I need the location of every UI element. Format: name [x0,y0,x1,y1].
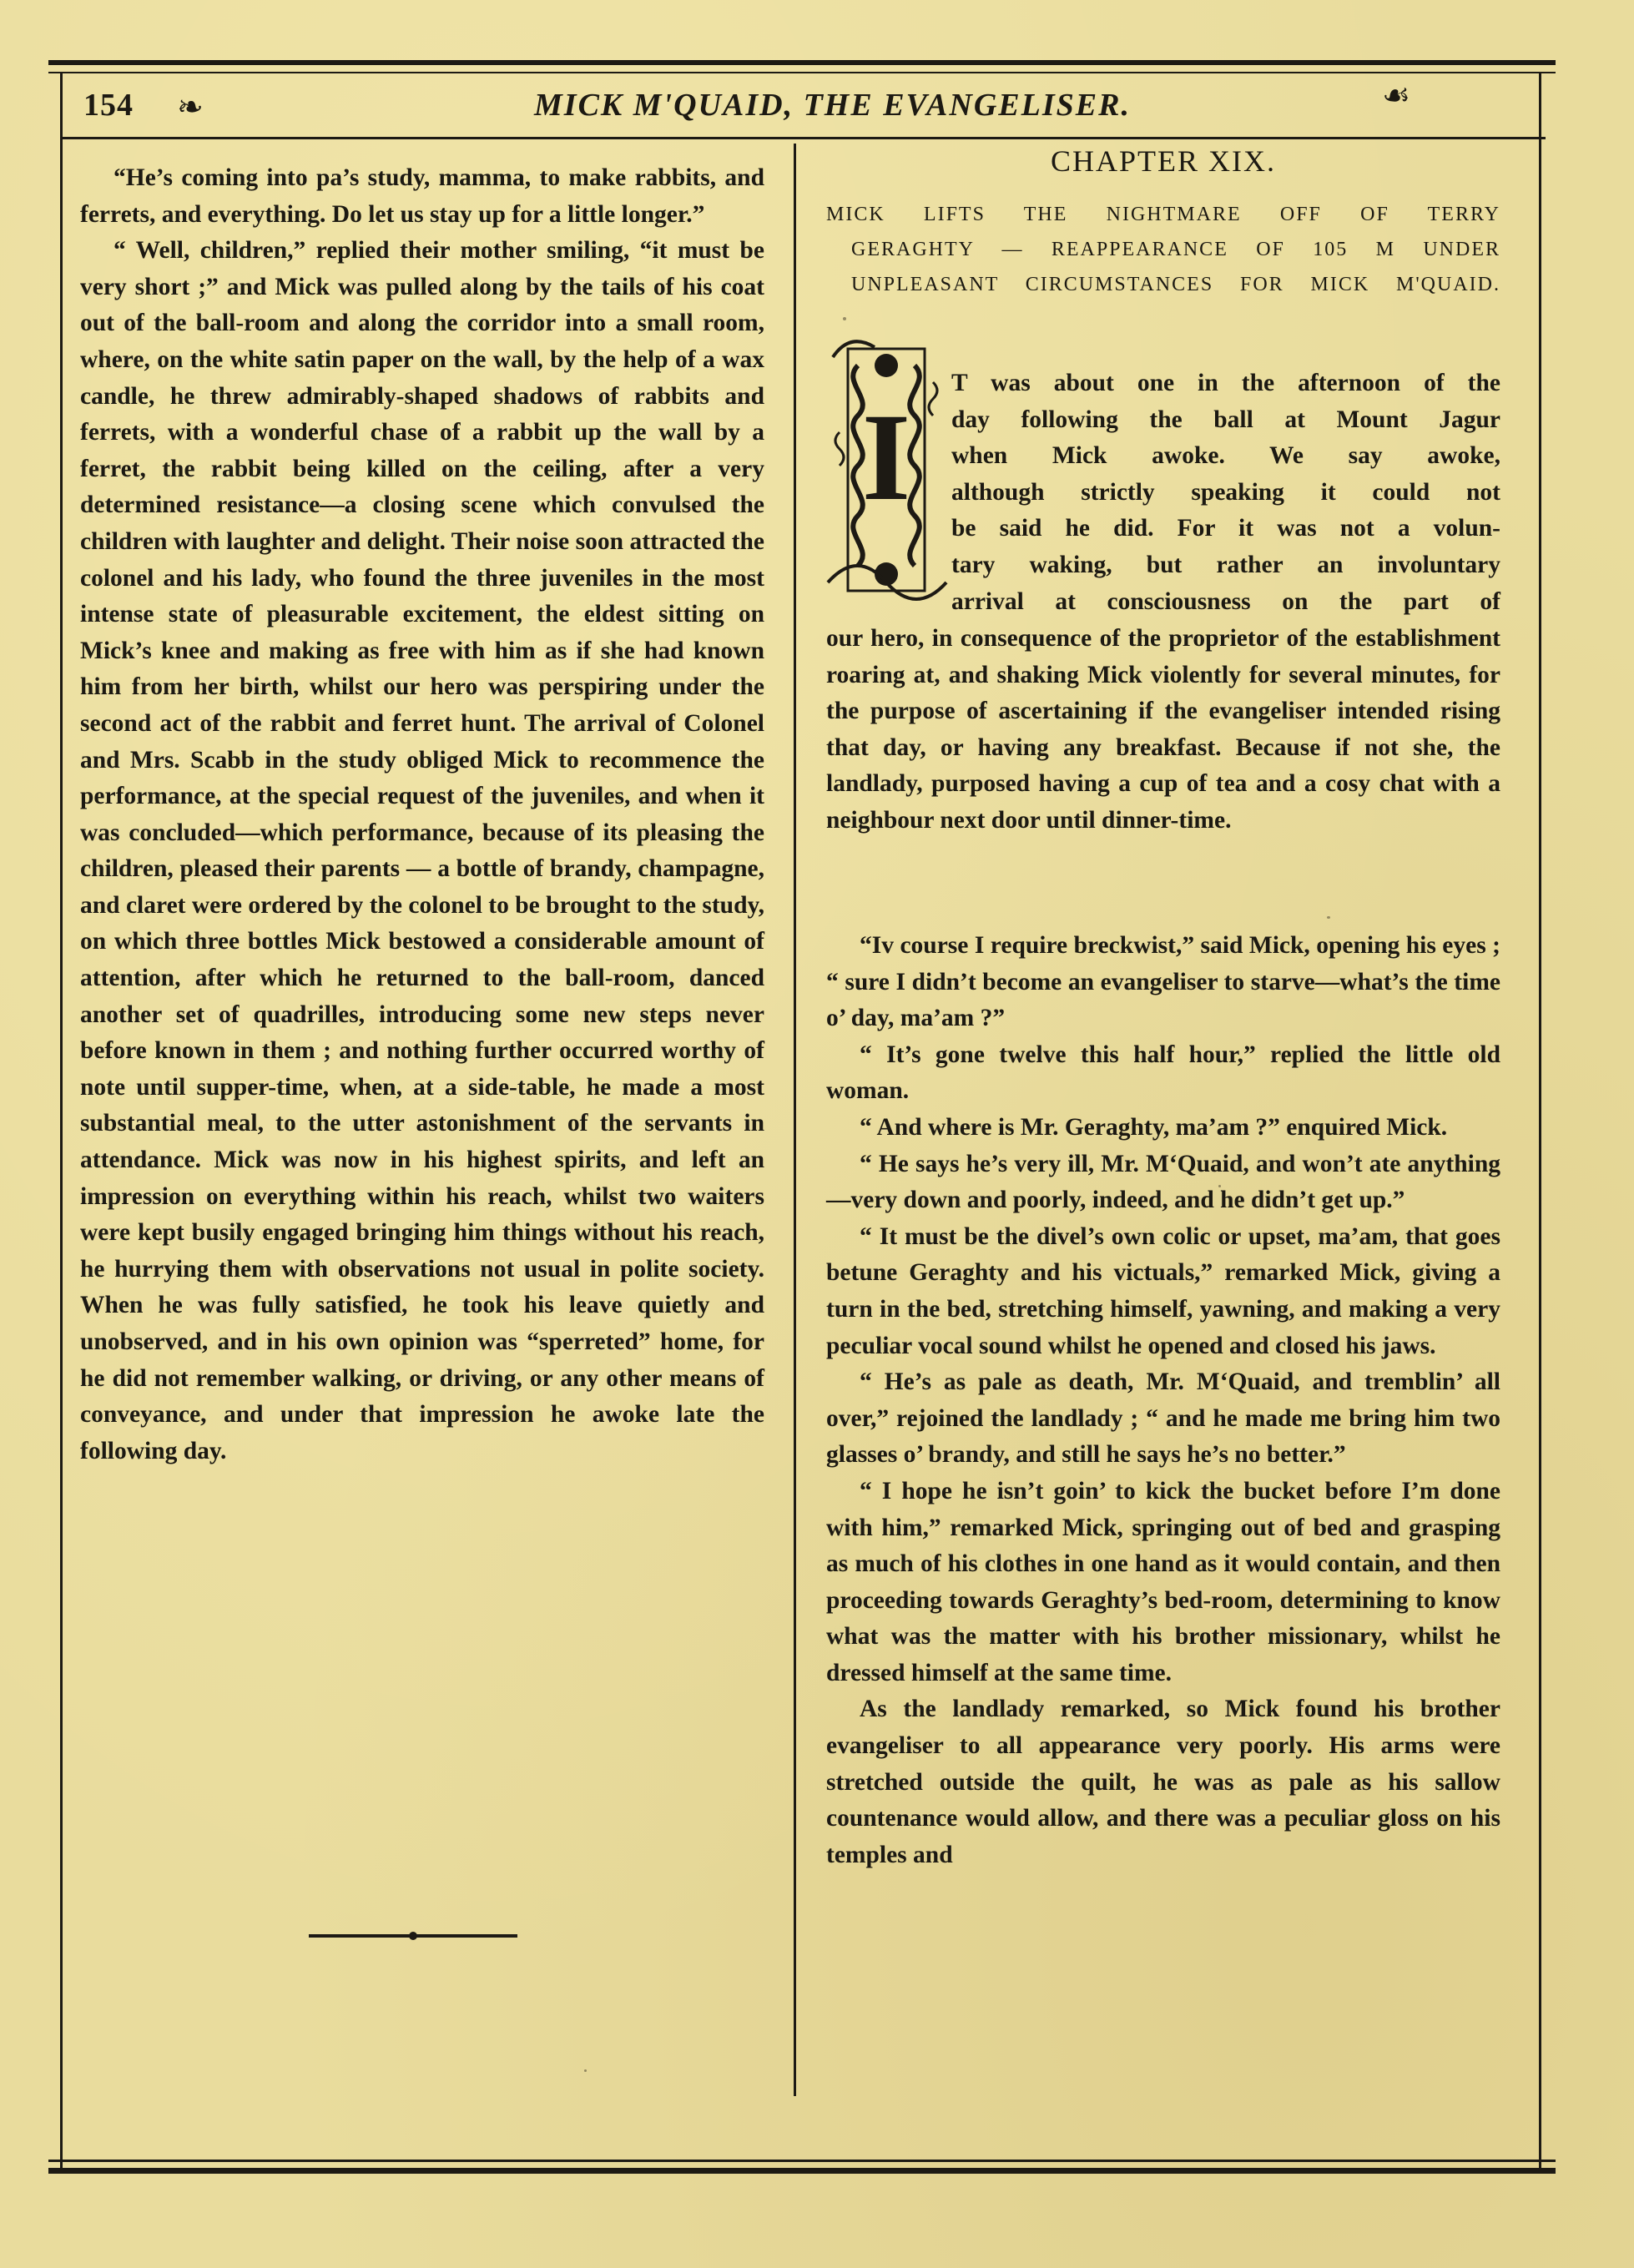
paragraph: “ It must be the divel’s own colic or upset, ma’am, that goes betune Geraghty and his victuals,” remarked Mick, giving a turn in the bed, stretching himself, yawning, and making a very peculiar vocal sound whilst he opened and closed his jaws. [826,1222,1500,1359]
header-rule [60,137,1546,139]
left-border [60,72,63,2168]
chapter-summary-line: MICK LIFTS THE NIGHTMARE OFF OF TERRY [826,204,1500,225]
paper-speck [843,317,846,320]
paragraph: “ He says he’s very ill, Mr. M‘Quaid, and won’t ate anything—very down and poorly, indeed, and he didn’t get up.” [826,1150,1500,1214]
paper-speck [1218,1185,1221,1187]
drop-cap-paragraph-continuation [826,621,1500,839]
paragraph: “ Well, children,” replied their mother smiling, “it must be very short ;” and Mick was pulled along by the tails of his coat out of the ball-room and along the corridor into a small room, where, on the white satin paper on the wall, by the help of a wax candle, he threw admirably-shaped shadows of rabbits and ferrets, with a wonderful chase of a rabbit up the wall by a ferret, the rabbit being killed on the ceiling, after a very determined resistance—a closing scene which convulsed the children with laughter and delight. Their noise soon attracted the colonel and his lady, who found the three juveniles in the most intense state of pleasurable excitement, the eldest sitting on Mick’s knee and making as free with him as if she had known him from her birth, whilst our hero was perspiring under the second act of the rabbit and ferret hunt. The arrival of Colonel and Mrs. Scabb in the study obliged Mick to recommence the performance, at the special request of the juveniles, and when it was concluded—which performance, because of its pleasing the children, pleased their parents — a bottle of brandy, champagne, and claret were ordered by the colonel to be brought to the study, on which three bottles Mick bestowed a considerable amount of attention, after which he returned to the ball-room, danced another set of quadrilles, introducing some new steps never before known in them ; and nothing further occurred worthy of note until supper-time, when, at a side-table, he made a most substantial meal, to the utter astonishment of the servants in attendance. Mick was now in his highest spirits, and left an impression on everything within his reach, whilst two waiters were kept busily engaged bringing him things without his reach, he hurrying them with observations not usual in polite society. When he was fully satisfied, he took his leave quietly and unobserved, and in his own opinion was “sperreted” home, for he did not remember walking, or driving, or any other means of conveyance, and under that impression he awoke late the following day. [80,237,764,1464]
chapter-summary [826,197,1500,302]
drop-cap-letter: I [861,388,911,527]
text-line: although strictly speaking it could not [951,478,1500,506]
paragraph: our hero, in consequence of the proprietor of the establishment roaring at, and shaking Mick violently for several minutes, for the purpose of ascertaining if the evangeliser intended rising that day, or having any breakfast. Because if not she, the landlady, purposed having a cup of tea and a cosy chat with a neighbour next door until dinner-time. [826,625,1500,834]
text-line: day following the ball at Mount Jagur [951,406,1500,433]
fleuron-icon: ❧ [177,88,204,125]
top-border-thick [48,60,1556,65]
drop-cap [825,332,948,607]
paragraph: “ I hope he isn’t goin’ to kick the bucket before I’m done with him,” remarked Mick, springing out of bed and grasping as much of his clothes in one hand as it would contain, and then proceeding towards Geraghty’s bed-room, determining to know what was the matter with his brother missionary, whilst he dressed himself at the same time. [826,1477,1500,1686]
fleuron-icon: ☙ [1382,77,1411,113]
bottom-border-thick [48,2168,1556,2174]
drop-cap-ornament-icon [825,332,948,607]
text-line: when Mick awoke. We say awoke, [951,442,1500,470]
section-end-rule [309,1934,517,1938]
right-column [826,928,1500,1873]
paragraph: “ It’s gone twelve this half hour,” replied the little old woman. [826,1041,1500,1105]
paragraph: As the landlady remarked, so Mick found his brother evangeliser to all appearance very poorly. His arms were stretched outside the quilt, he was as pale as his sallow countenance would allow, and there was a peculiar gloss on his temples and [826,1696,1500,1868]
paper-speck [584,2069,587,2072]
left-column [80,160,764,1469]
drop-cap-paragraph-lines [951,365,1500,620]
column-divider [794,144,796,2096]
paragraph: “He’s coming into pa’s study, mamma, to make rabbits, and ferrets, and everything. Do let us stay up for a little longer.” [80,164,764,228]
text-line: arrival at consciousness on the part of [951,587,1500,615]
chapter-title: CHAPTER XIX. [1050,144,1276,178]
text-line: be said he did. For it was not a volun- [951,515,1500,542]
top-border-thin [48,72,1556,73]
running-title: MICK M'QUAID, THE EVANGELISER. [534,88,1131,123]
paragraph: “ He’s as pale as death, Mr. M‘Quaid, and tremblin’ all over,” rejoined the landlady ; “ and he made me bring him two glasses o’ brandy, and still he says he’s no better.” [826,1368,1500,1469]
chapter-summary-line: UNPLEASANT CIRCUMSTANCES FOR MICK M'QUAID. [851,274,1500,295]
paper-speck [1327,916,1330,919]
chapter-summary-line: GERAGHTY — REAPPEARANCE OF 105 M UNDER [851,239,1500,260]
right-border [1539,72,1541,2168]
text-line: T was about one in the afternoon of the [951,370,1500,396]
paragraph: “Iv course I require breckwist,” said Mick, opening his eyes ; “ sure I didn’t become an evangeliser to starve—what’s the time o’ day, ma’am ?” [826,932,1500,1032]
bottom-border-thin [48,2160,1556,2162]
text-line: tary waking, but rather an involuntary [951,551,1500,578]
paragraph: “ And where is Mr. Geraghty, ma’am ?” enquired Mick. [860,1113,1448,1141]
page-number: 154 [83,88,134,123]
